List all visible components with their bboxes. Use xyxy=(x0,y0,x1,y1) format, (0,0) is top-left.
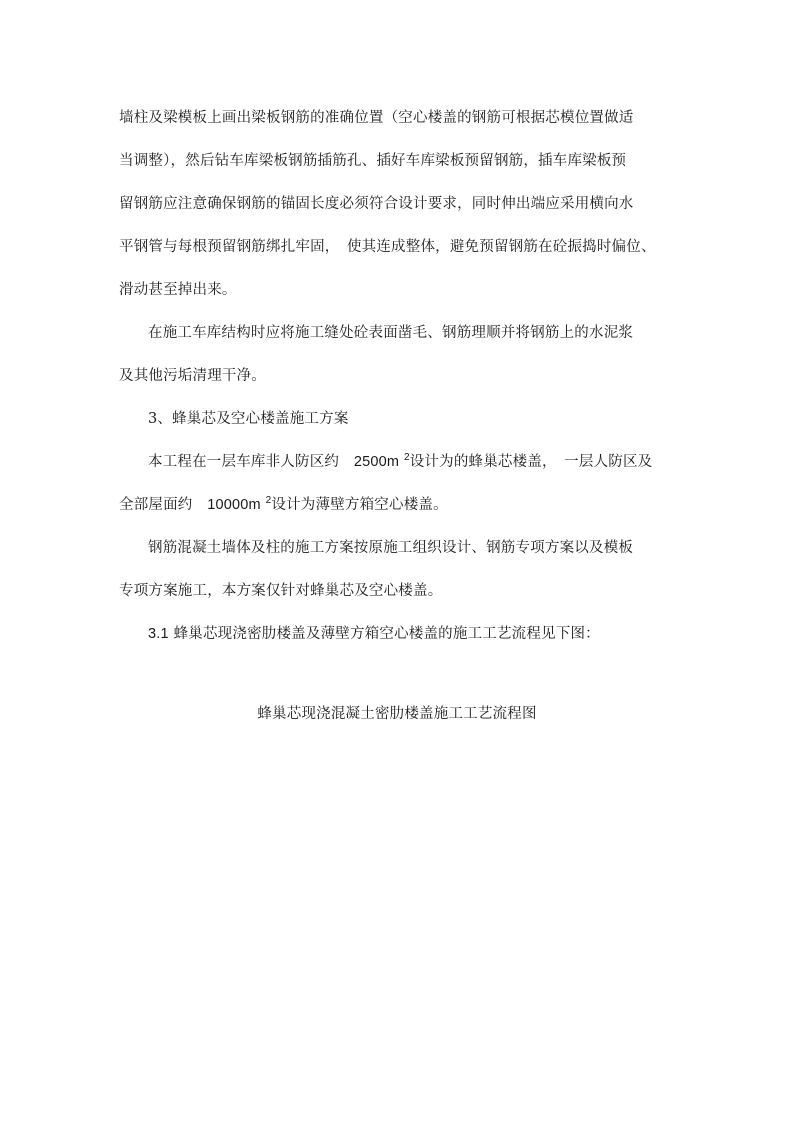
paragraph-1-line-1: 墙柱及梁模板上画出梁板钢筋的准确位置（空心楼盖的钢筋可根据芯模位置做适 xyxy=(119,110,634,126)
superscript-2: 2 xyxy=(265,495,272,506)
paragraph-2-line-2: 及其他污垢清理干净。 xyxy=(119,368,266,384)
paragraph-3-line-2 xyxy=(119,495,448,517)
paragraph-1-line-5: 滑动甚至掉出来。 xyxy=(119,282,237,298)
paragraph-3-line-1-text-b: 设计为的蜂巢芯楼盖， 一层人防区及 xyxy=(409,454,653,470)
paragraph-2-line-1: 在施工车库结构时应将施工缝处砼表面凿毛、钢筋理顺并将钢筋上的水泥浆 xyxy=(148,325,634,341)
section-heading-3: 3、蜂巢芯及空心楼盖施工方案 xyxy=(148,411,349,427)
paragraph-1-line-3: 留钢筋应注意确保钢筋的锚固长度必须符合设计要求，同时伸出端应采用横向水 xyxy=(119,196,634,212)
section-heading-text: 蜂巢芯现浇密肋楼盖及薄壁方箱空心楼盖的施工工艺流程见下图： xyxy=(173,626,600,642)
paragraph-1-line-4: 平钢管与每根预留钢筋绑扎牢固， 使其连成整体，避免预留钢筋在砼振捣时偏位、 xyxy=(119,239,656,255)
section-number: 3.1 xyxy=(148,626,169,642)
section-heading-3-1 xyxy=(148,624,600,644)
paragraph-4-line-1: 钢筋混凝土墙体及柱的施工方案按原施工组织设计、钢筋专项方案以及模板 xyxy=(148,540,634,556)
superscript-2: 2 xyxy=(403,452,410,463)
figure-caption: 蜂巢芯现浇混凝土密肋楼盖施工工艺流程图 xyxy=(257,706,537,722)
paragraph-3-line-2-text-a: 全部屋面约 xyxy=(119,497,208,513)
paragraph-4-line-2: 专项方案施工，本方案仅针对蜂巢芯及空心楼盖。 xyxy=(119,583,443,599)
paragraph-3-line-1 xyxy=(148,452,652,474)
area-value-10000: 10000m xyxy=(207,497,261,513)
paragraph-3-line-1-text-a: 本工程在一层车库非人防区约 xyxy=(148,454,354,470)
paragraph-3-line-2-text-b: 设计为薄壁方箱空心楼盖。 xyxy=(271,497,448,513)
area-value-2500: 2500m xyxy=(353,454,400,470)
paragraph-1-line-2: 当调整），然后钻车库梁板钢筋插筋孔、插好车库梁板预留钢筋，插车库梁板预 xyxy=(119,153,627,169)
